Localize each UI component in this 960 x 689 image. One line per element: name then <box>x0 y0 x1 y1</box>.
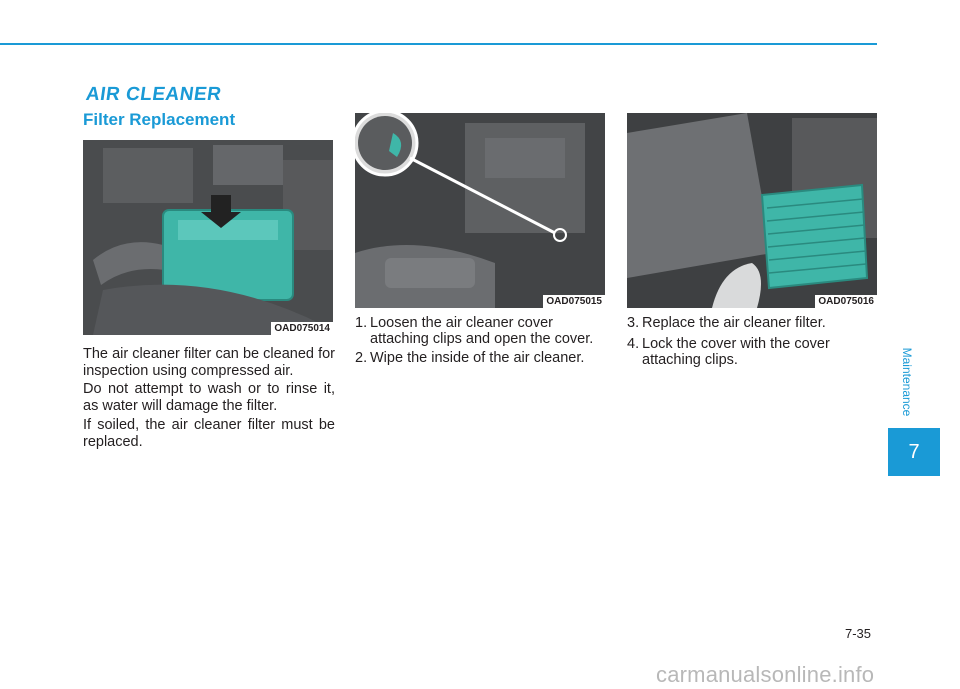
step-number: 3. <box>627 315 640 331</box>
figure-cover-clips <box>355 113 605 308</box>
figure-filter-replace <box>627 113 877 308</box>
step-text: Loosen the air cleaner cover <box>370 315 553 331</box>
step-3 <box>627 315 877 331</box>
step-text-continued: attaching clips and open the cover. <box>370 331 594 347</box>
step-number: 4. <box>627 336 640 352</box>
watermark: carmanualsonline.info <box>656 662 875 687</box>
paragraph-compressed-air: The air cleaner filter can be cleaned for inspection using compressed air. <box>83 346 335 379</box>
step-text: Wipe the inside of the air cleaner. <box>370 350 585 366</box>
figure-air-cleaner-location <box>83 140 333 335</box>
chapter-number: 7 <box>908 440 920 463</box>
step-number: 1. <box>355 315 368 331</box>
step-1 <box>355 315 605 347</box>
header-rule <box>0 43 877 45</box>
paragraph-replace-if-soiled: If soiled, the air cleaner filter must be replaced. <box>83 417 335 450</box>
step-number: 2. <box>355 350 368 366</box>
cover-clips-illustration <box>355 113 605 308</box>
step-2 <box>355 350 605 366</box>
chapter-number-tab <box>888 428 940 476</box>
subsection-title: Filter Replacement <box>83 110 236 129</box>
step-4 <box>627 336 877 368</box>
figure-code: OAD075015 <box>543 295 605 308</box>
filter-replace-illustration <box>627 113 877 308</box>
step-text: Replace the air cleaner filter. <box>642 315 826 331</box>
paragraph-do-not-wash: Do not attempt to wash or to rinse it, as water will damage the filter. <box>83 381 335 414</box>
side-chapter-text: Maintenance <box>900 347 914 417</box>
step-text-continued: attaching clips. <box>642 352 738 368</box>
figure-code: OAD075016 <box>815 295 877 308</box>
section-title: AIR CLEANER <box>84 84 223 105</box>
step-text: Lock the cover with the cover <box>642 336 830 352</box>
side-chapter-label <box>897 340 917 430</box>
figure-code: OAD075014 <box>271 322 333 335</box>
page-number: 7-35 <box>845 626 872 641</box>
engine-bay-illustration <box>83 140 333 335</box>
